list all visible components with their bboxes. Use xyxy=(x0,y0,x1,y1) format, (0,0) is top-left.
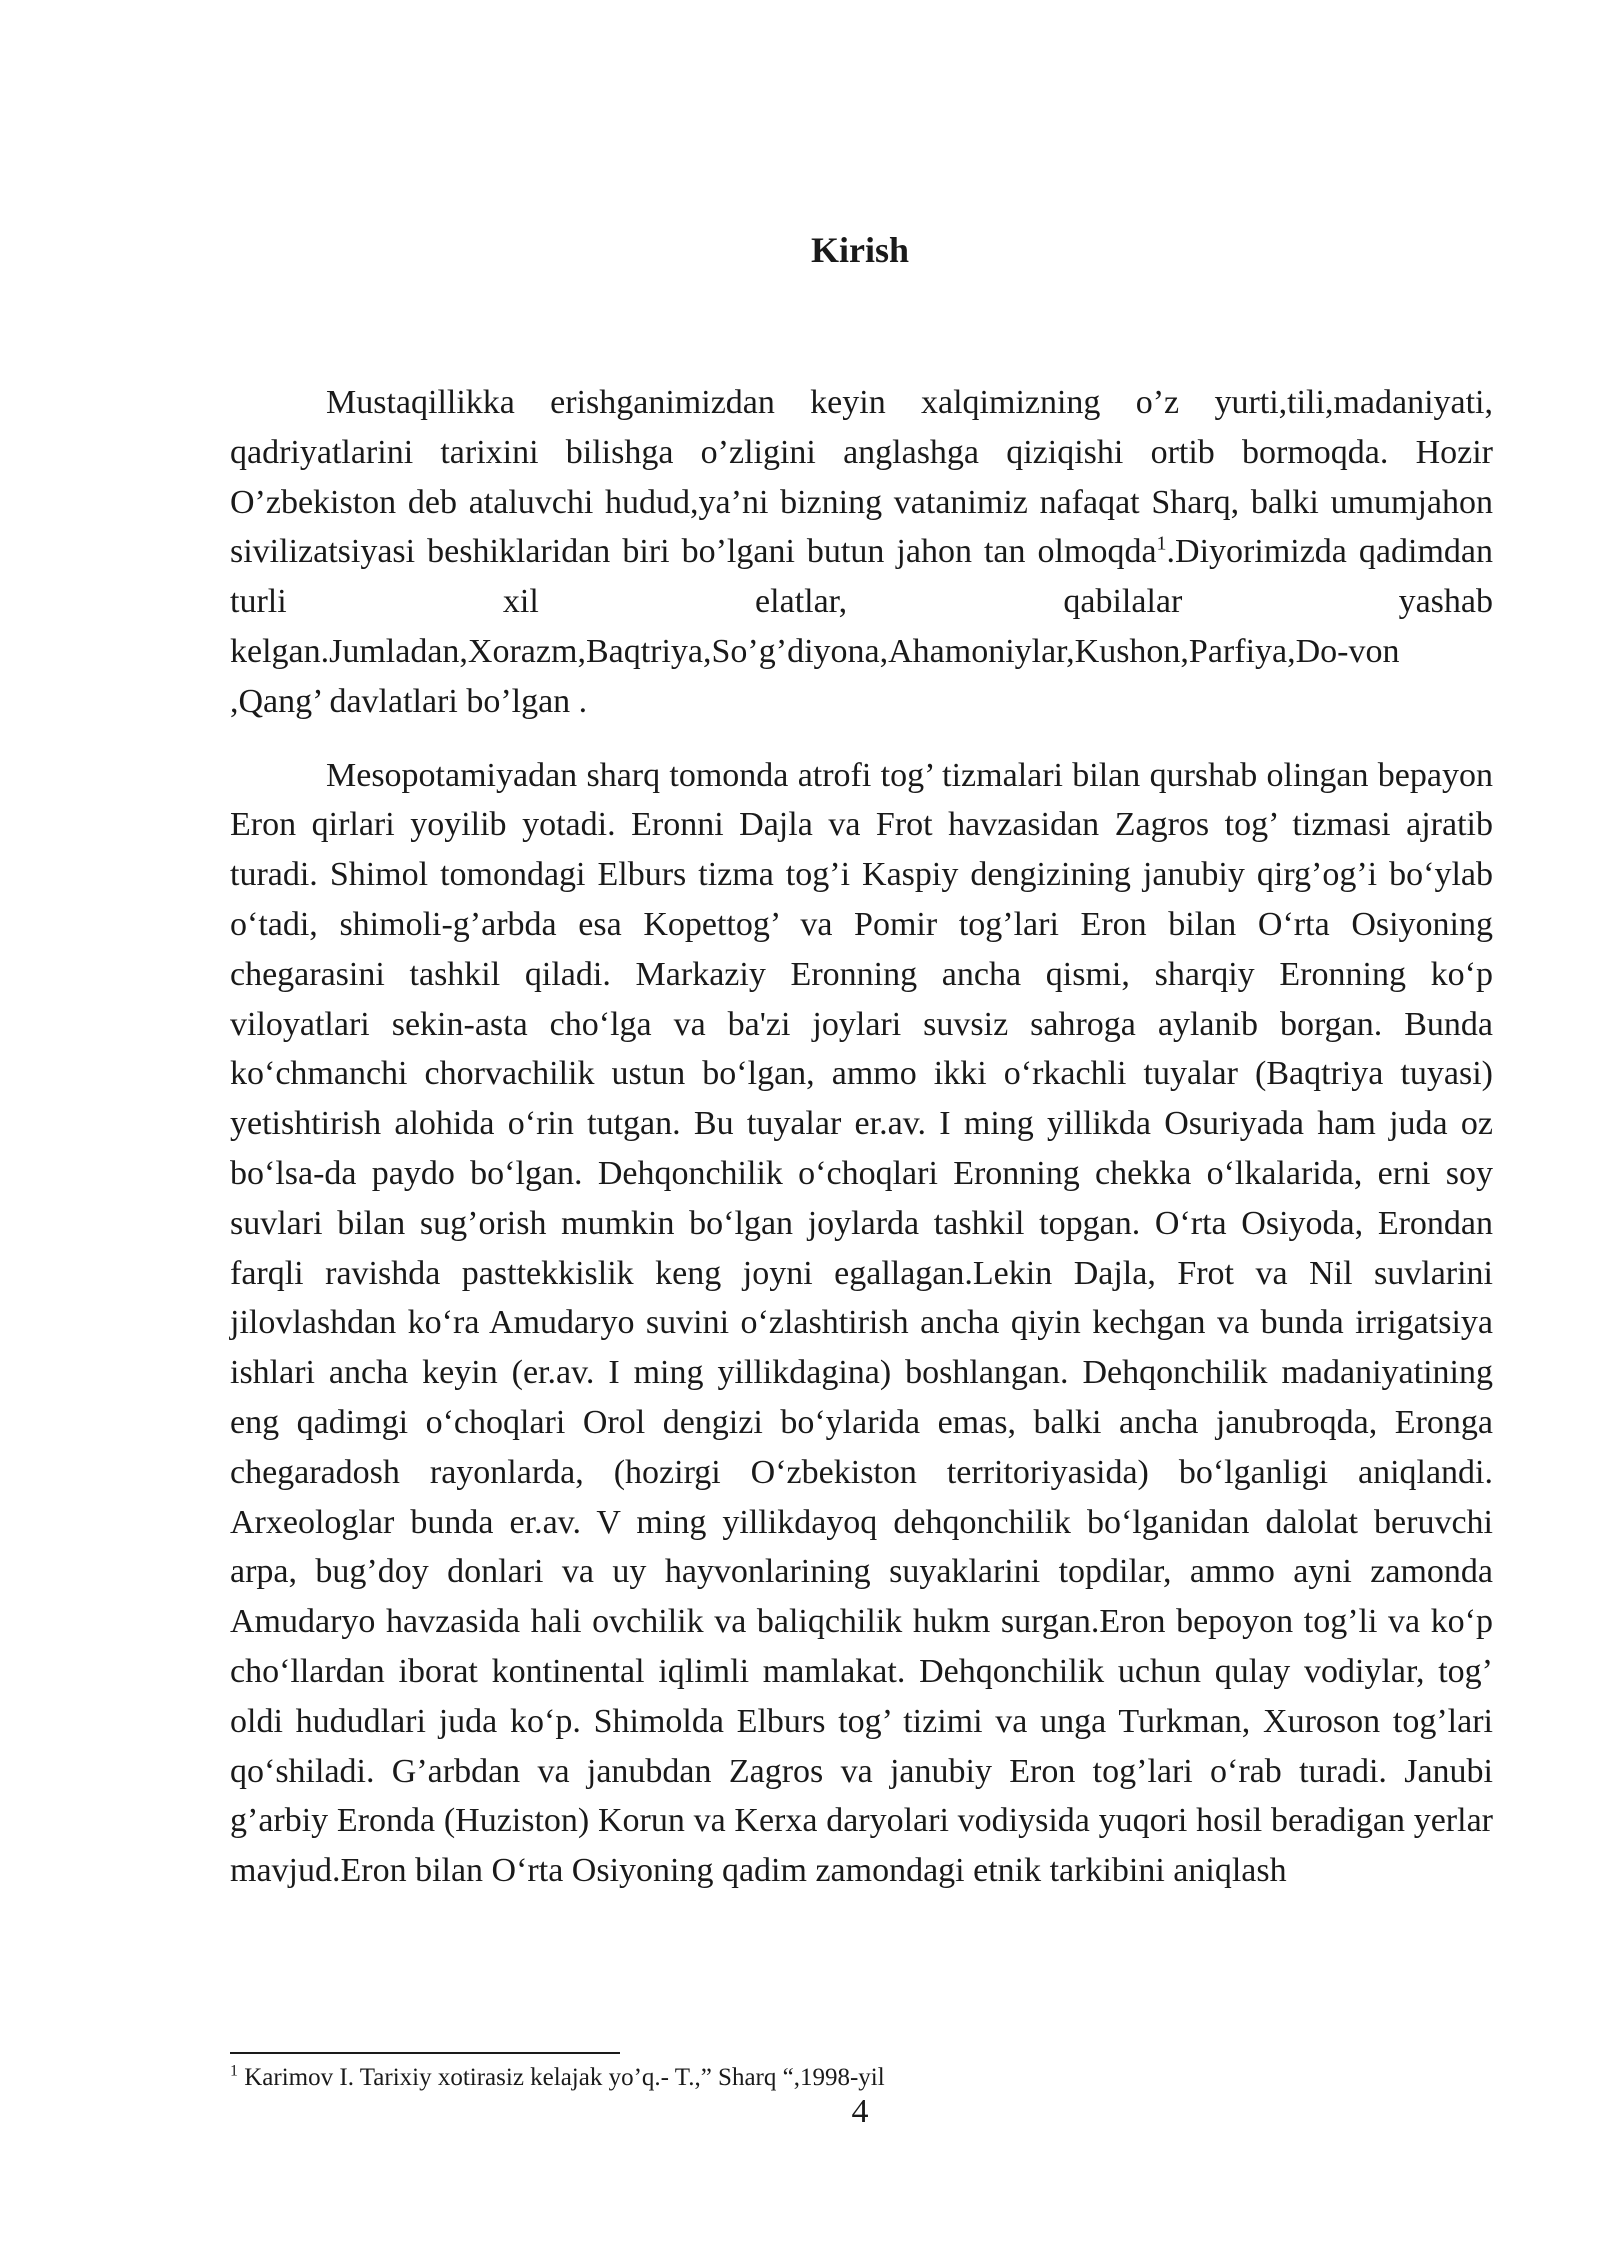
paragraph-1-text: Mustaqillikka erishganimizdan keyin xalqimizning o’z yurti,tili,madaniyati, qadriyatlarini tarixini bilishga o’zligini anglashga qiziqishi ortib bormoqda. Hozir O’zbekiston deb ataluvchi hudud,ya’ni bizning vatanimiz nafaqat Sharq, balki umumjahon sivilizatsiyasi beshiklaridan biri bo’lgani butun jahon tan olmoqda xyxy=(230,384,1493,571)
paragraph-1-continuation: .Diyorimizda qadimdan turli xil elatlar, qabilalar yashab kelgan.Jumladan,Xorazm,Baqtriya,So’g’diyona,Ahamoniylar,Kushon,Parfiya,Do-von ,Qang’ davlatlari bo’lgan . xyxy=(230,533,1494,720)
footnote-reference[interactable]: 1 xyxy=(1156,533,1167,556)
body-text xyxy=(230,378,1493,1896)
footnote-marker: 1 xyxy=(230,2062,238,2080)
footnote-text: Karimov I. Tarixiy xotirasiz kelajak yo’q.- T.,” Sharq “,1998-yil xyxy=(238,2064,885,2091)
footnote xyxy=(230,2062,1493,2094)
page-title: Kirish xyxy=(810,230,909,270)
page-number: 4 xyxy=(851,2093,869,2130)
footnote-separator xyxy=(230,2052,620,2054)
paragraph-2: Mesopotamiyadan sharq tomonda atrofi tog’ tizmalari bilan qurshab olingan bepayon Eron qirlari yoyilib yotadi. Eronni Dajla va Frot havzasidan Zagros tog’ tizmasi ajratib turadi. Shimol tomondagi Elburs tizma tog’i Kaspiy dengizining janubiy qirg’og’i bo‘ylab o‘tadi, shimoli-g’arbda esa Kopettog’ va Pomir tog’lari Eron bilan O‘rta Osiyoning chegarasini tashkil qiladi. Markaziy Eronning ancha qismi, sharqiy Eronning ko‘p viloyatlari sekin-asta cho‘lga va ba'zi joylari suvsiz sahroga aylanib borgan. Bunda ko‘chmanchi chorvachilik ustun bo‘lgan, ammo ikki o‘rkachli tuyalar (Baqtriya tuyasi) yetishtirish alohida o‘rin tutgan. Bu tuyalar er.av. I ming yillikda Osuriyada ham juda oz bo‘lsa-da paydo bo‘lgan. Dehqonchilik o‘choqlari Eronning chekka o‘lkalarida, erni soy suvlari bilan sug’orish mumkin bo‘lgan joylarda tashkil topgan. O‘rta Osiyoda, Erondan farqli ravishda pasttekkislik keng joyni egallagan.Lekin Dajla, Frot va Nil suvlarini jilovlashdan ko‘ra Amudaryo suvini o‘zlashtirish ancha qiyin kechgan va bunda irrigatsiya ishlari ancha keyin (er.av. I ming yillikdagina) boshlangan. Dehqonchilik madaniyatining eng qadimgi o‘choqlari Orol dengizi bo‘ylarida emas, balki ancha janubroqda, Eronga chegaradosh rayonlarda, (hozirgi O‘zbekiston territoriyasida) bo‘lganligi aniqlandi. Arxeologlar bunda er.av. V ming yillikdayoq dehqonchilik bo‘lganidan dalolat beruvchi arpa, bug’doy donlari va uy hayvonlarining suyaklarini topdilar, ammo ayni zamonda Amudaryo havzasida hali ovchilik va baliqchilik hukm surgan.Eron bepoyon tog’li va ko‘p cho‘llardan iborat kontinental iqlimli mamlakat. Dehqonchilik uchun qulay vodiylar, tog’ oldi hududlari juda ko‘p. Shimolda Elburs tog’ tizimi va unga Turkman, Xuroson tog’lari qo‘shiladi. G’arbdan va janubdan Zagros va janubiy Eron tog’lari o‘rab turadi. Janubi g’arbiy Eronda (Huziston) Korun va Kerxa daryolari vodiysida yuqori hosil beradigan yerlar mavjud.Eron bilan O‘rta Osiyoning qadim zamondagi etnik tarkibini aniqlash xyxy=(230,756,1493,1890)
paragraph-1 xyxy=(230,378,1493,727)
